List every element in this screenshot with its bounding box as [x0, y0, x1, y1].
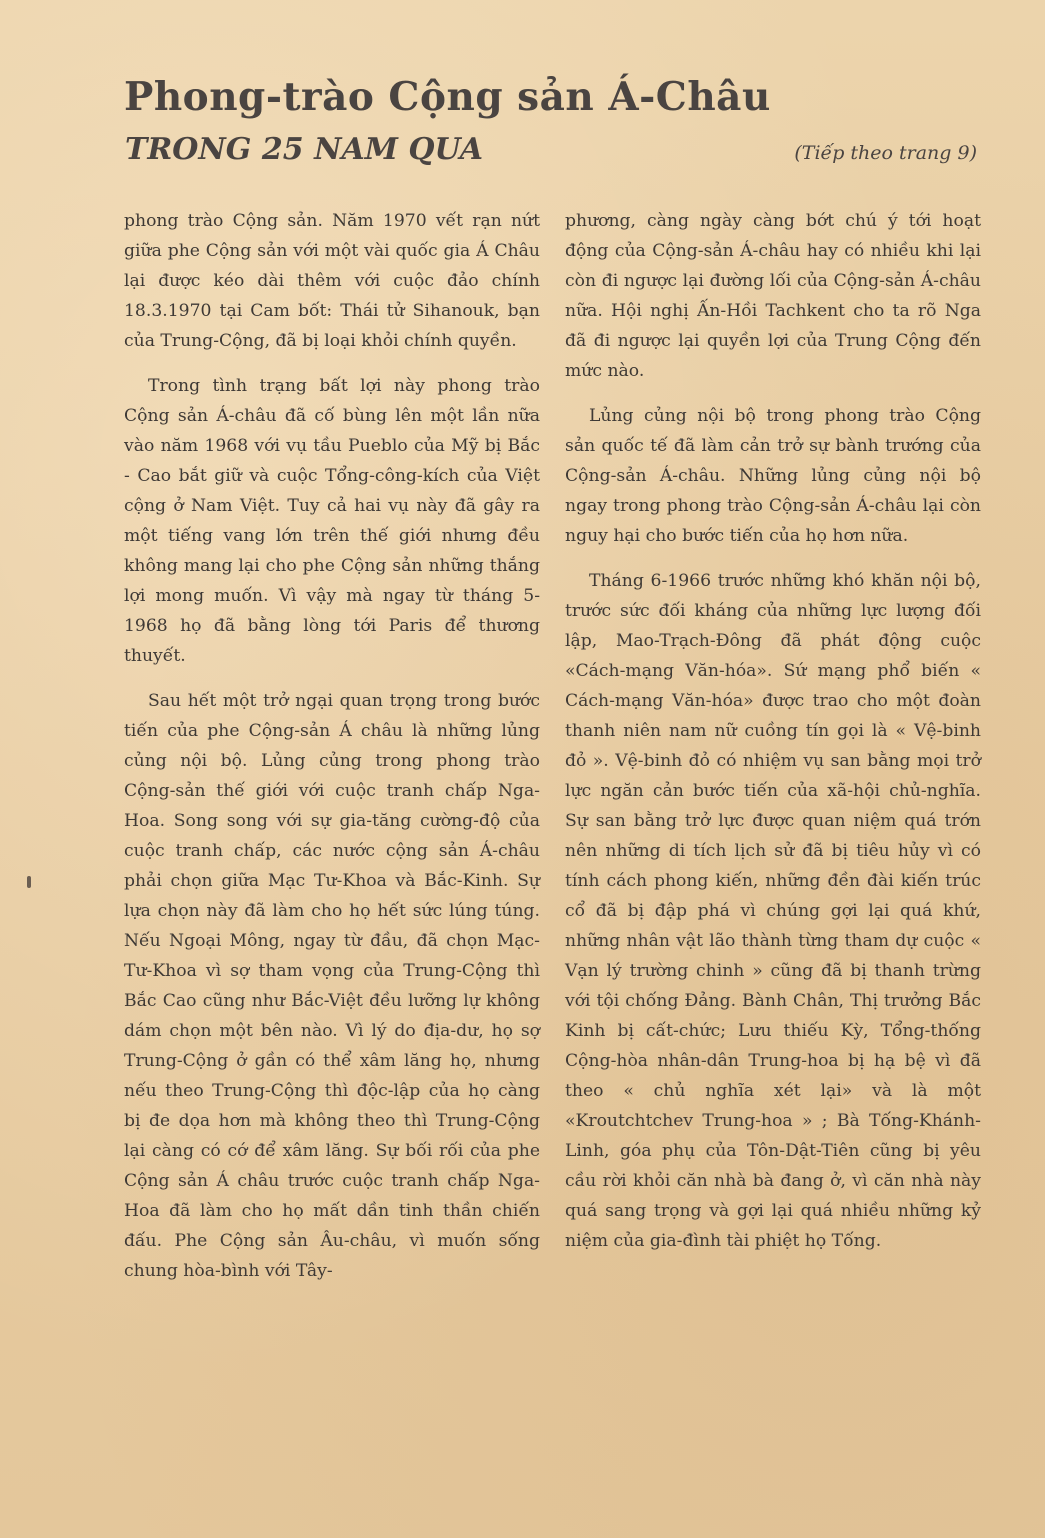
paragraph: phương, càng ngày càng bớt chú ý tới hoạt động của Cộng-sản Á-châu hay có nhiều khi lại còn đi ngược lại đường lối của Cộng-sản Á-châu nữa. Hội nghị Ấn-Hồi Tachkent cho ta rõ Nga đã đi ngược lại quyền lợi của Trung Cộng đến mức nào.	[565, 211, 981, 381]
paragraph: phong trào Cộng sản. Năm 1970 vết rạn nứt giữa phe Cộng sản với một vài quốc gia Á Châu lại được kéo dài thêm với cuộc đảo chính 18.3.1970 tại Cam bốt: Thái tử Sihanouk, bạn của Trung-Cộng, đã bị loại khỏi chính quyền.	[124, 211, 540, 351]
paragraph: Sau hết một trở ngại quan trọng trong bước tiến của phe Cộng-sản Á châu là những lủng củng nội bộ. Lủng củng trong phong trào Cộng-sản thế giới với cuộc tranh chấp Nga-Hoa. Song song với sự gia-tăng cường-độ của cuộc tranh chấp, các nước cộng sản Á-châu phải chọn giữa Mạc Tư-Khoa và Bắc-Kinh. Sự lựa chọn này đã làm cho họ hết sức lúng túng. Nếu Ngoại Mông, ngay từ đầu, đã chọn Mạc-Tư-Khoa vì sợ tham vọng của Trung-Cộng thì Bắc Cao cũng như Bắc-Việt đều lưỡng lự không dám chọn một bên nào. Vì lý do địa-dư, họ sợ Trung-Cộng ở gần có thể xâm lăng họ, nhưng nếu theo Trung-Cộng thì độc-lập của họ càng bị đe dọa hơn mà không theo thì Trung-Cộng lại càng có cớ để xâm lăng. Sự bối rối của phe Cộng sản Á châu trước cuộc tranh chấp Nga-Hoa đã làm cho họ mất dần tinh thần chiến đấu. Phe Cộng sản Âu-châu, vì muốn sống chung hòa-bình với Tây-	[124, 691, 540, 1281]
paper-blemish	[27, 876, 31, 888]
right-column	[565, 206, 981, 1271]
paragraph: Lủng củng nội bộ trong phong trào Cộng sản quốc tế đã làm cản trở sự bành trướng của Cộng-sản Á-châu. Những lủng củng nội bộ ngay trong phong trào Cộng-sản Á-châu lại còn nguy hại cho bước tiến của họ hơn nữa.	[565, 406, 981, 546]
paragraph: Tháng 6-1966 trước những khó khăn nội bộ, trước sức đối kháng của những lực lượng đối lập, Mao-Trạch-Đông đã phát động cuộc «Cách-mạng Văn-hóa». Sứ mạng phổ biến « Cách-mạng Văn-hóa» được trao cho một đoàn thanh niên nam nữ cuồng tín gọi là « Vệ-binh đỏ ». Vệ-binh đỏ có nhiệm vụ san bằng mọi trở lực ngăn cản bước tiến của xã-hội chủ-nghĩa. Sự san bằng trở lực được quan niệm quá trớn nên những di tích lịch sử đã bị tiêu hủy vì có tính cách phong kiến, những đền đài kiến trúc cổ đã bị đập phá vì chúng gợi lại quá khứ, những nhân vật lão thành từng tham dự cuộc « Vạn lý trường chinh » cũng đã bị thanh trừng với tội chống Đảng. Bành Chân, Thị trưởng Bắc Kinh bị cất-chức; Lưu thiếu Kỳ, Tổng-thống Cộng-hòa nhân-dân Trung-hoa bị hạ bệ vì đã theo « chủ nghĩa xét lại» và là một «Kroutchtchev Trung-hoa » ; Bà Tống-Khánh-Linh, góa phụ của Tôn-Dật-Tiên cũng bị yêu cầu rời khỏi căn nhà bà đang ở, vì căn nhà này quá sang trọng và gợi lại quá nhiều những kỷ niệm của gia-đình tài phiệt họ Tống.	[565, 571, 981, 1251]
article-title: Phong-trào Cộng sản Á-Châu	[124, 74, 771, 120]
continued-from-note: (Tiếp theo trang 9)	[794, 142, 977, 164]
left-column	[124, 206, 540, 1301]
article-subtitle: TRONG 25 NAM QUA	[125, 132, 484, 167]
paragraph: Trong tình trạng bất lợi này phong trào Cộng sản Á-châu đã cố bùng lên một lần nữa vào năm 1968 với vụ tầu Pueblo của Mỹ bị Bắc - Cao bắt giữ và cuộc Tổng-công-kích của Việt cộng ở Nam Việt. Tuy cả hai vụ này đã gây ra một tiếng vang lớn trên thế giới nhưng đều không mang lại cho phe Cộng sản những thắng lợi mong muốn. Vì vậy mà ngay từ tháng 5-1968 họ đã bằng lòng tới Paris để thương thuyết.	[124, 376, 540, 666]
